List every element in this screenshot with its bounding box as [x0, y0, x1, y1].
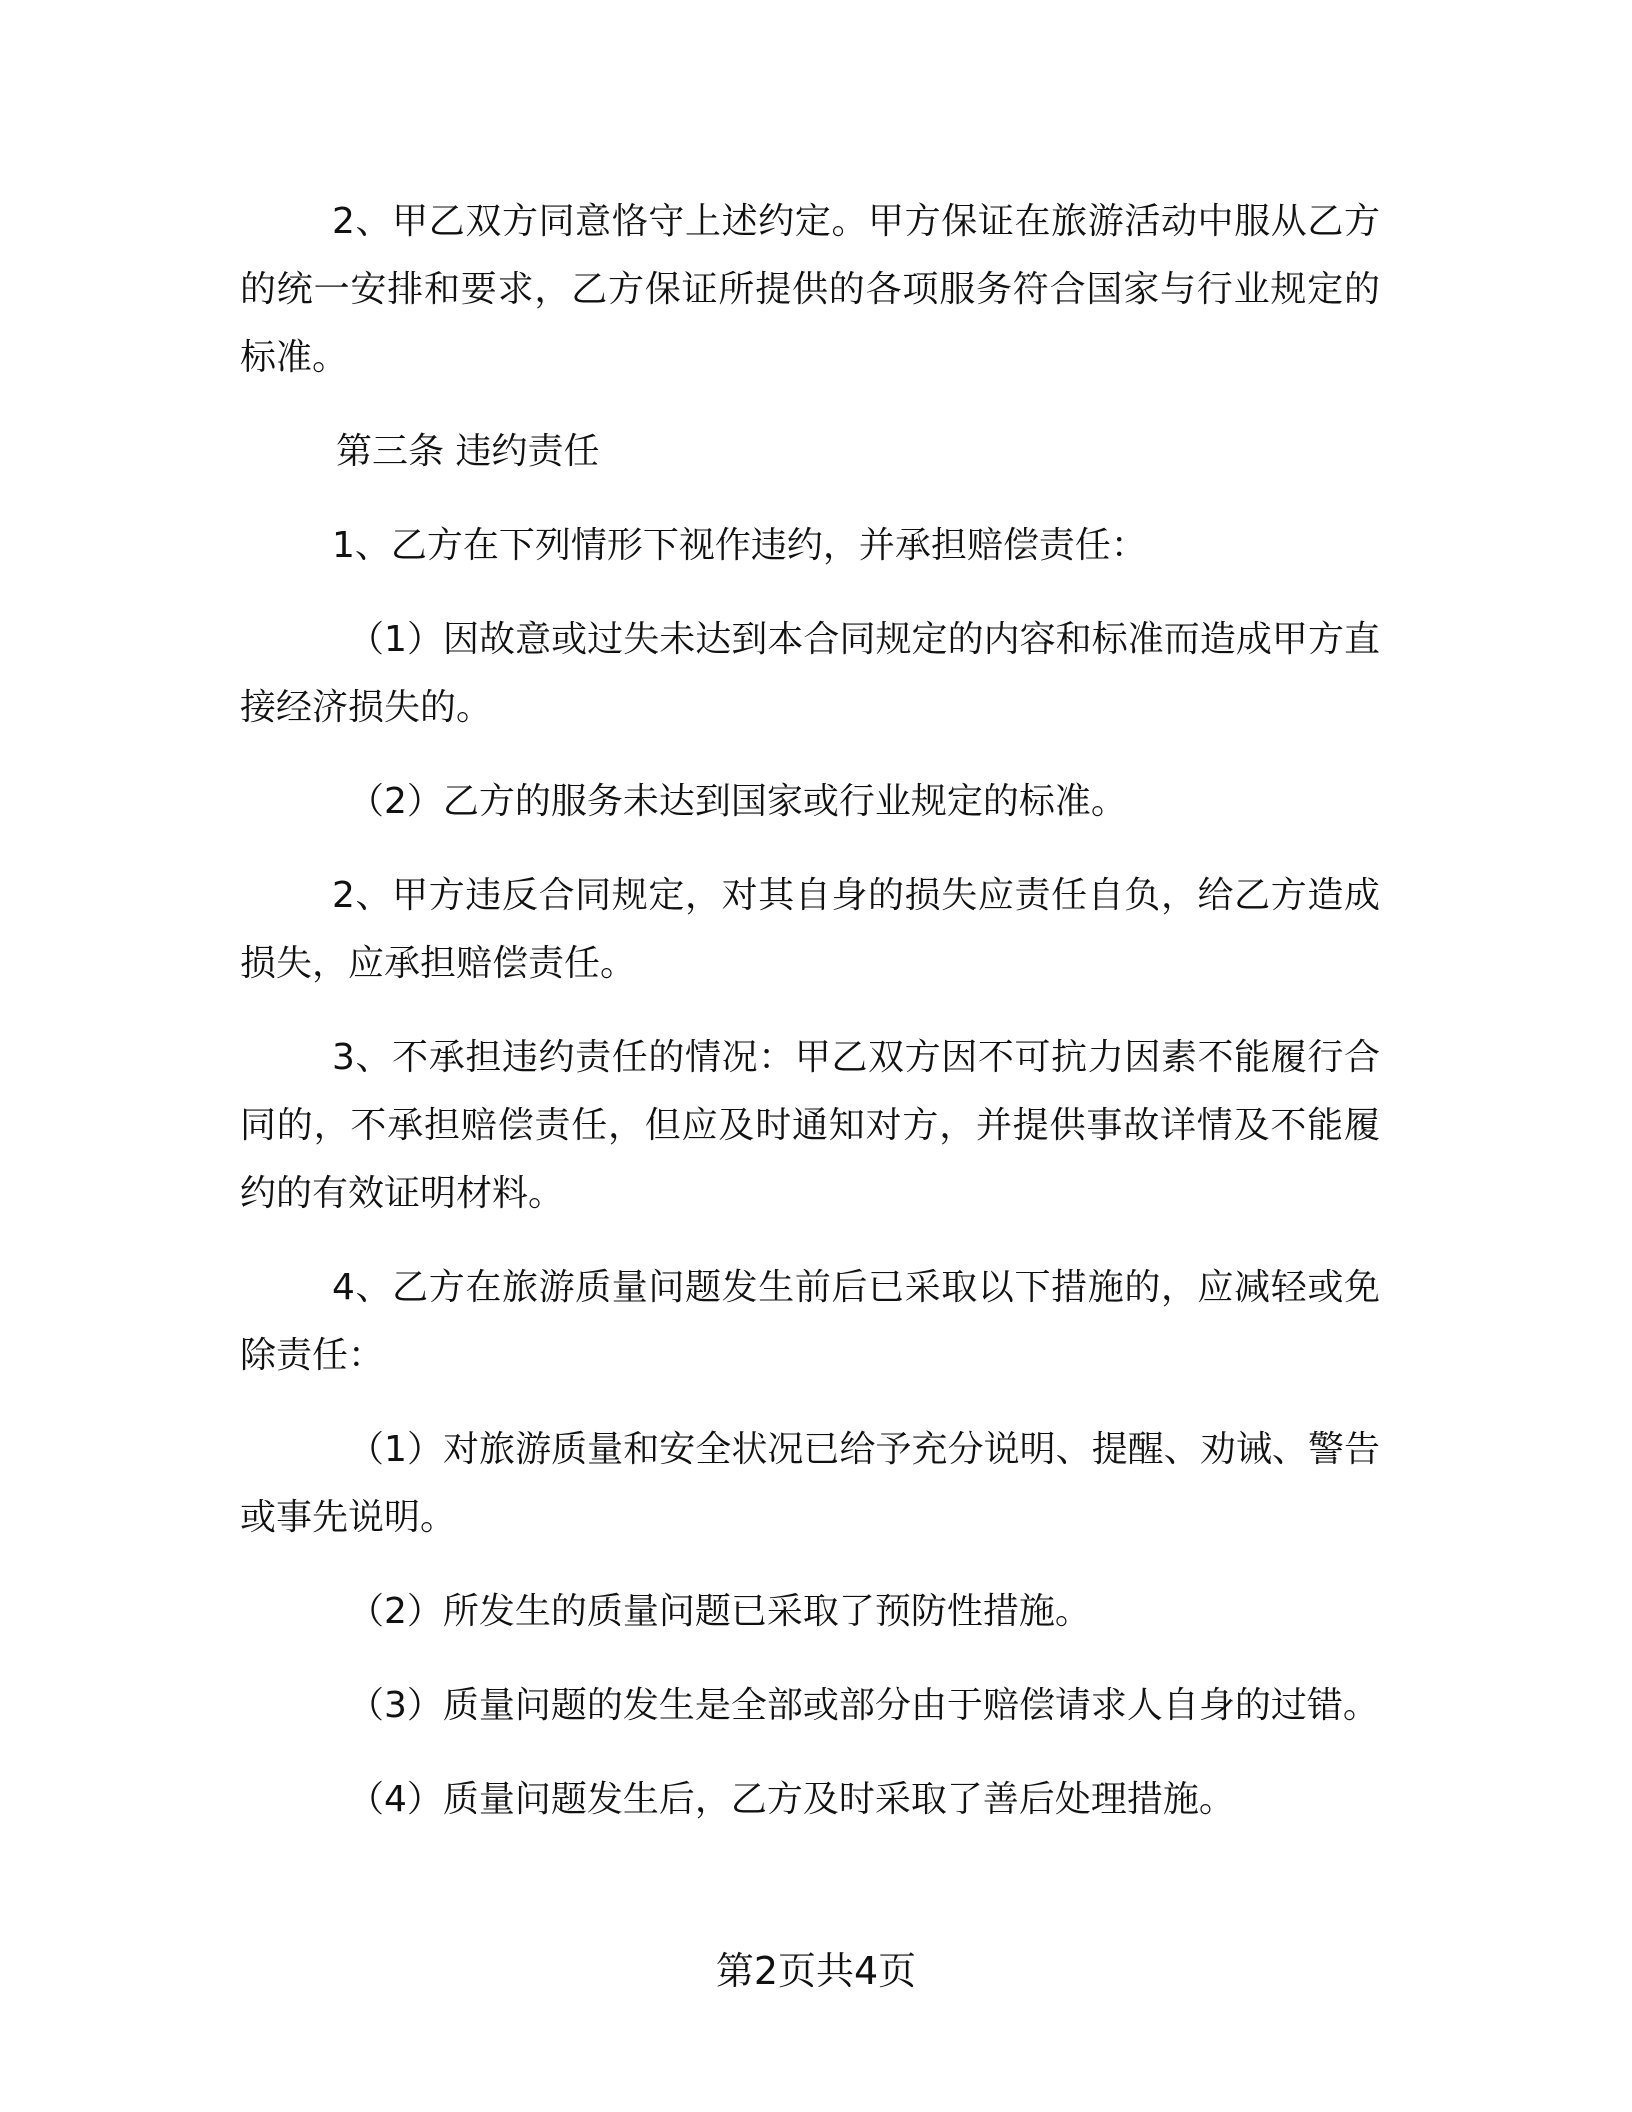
paragraph-breach-item-1: 1、乙方在下列情形下视作违约，并承担赔偿责任： [332, 525, 1147, 566]
page-number-footer: 第2页共4页 [715, 1949, 917, 1993]
paragraph-mitigation-subitem-2: （2）所发生的质量问题已采取了预防性措施。 [348, 1591, 1091, 1632]
paragraph-breach-subitem-2: （2）乙方的服务未达到国家或行业规定的标准。 [348, 781, 1127, 822]
paragraph-mitigation-subitem-3: （3）质量问题的发生是全部或部分由于赔偿请求人自身的过错。 [348, 1685, 1379, 1726]
paragraph-mitigation-subitem-1: （1）对旅游质量和安全状况已给予充分说明、提醒、劝诫、警告或事先说明。 [240, 1429, 1380, 1538]
paragraph-clause-2-obligations: 2、甲乙双方同意恪守上述约定。甲方保证在旅游活动中服从乙方的统一安排和要求，乙方保证所提供的各项服务符合国家与行业规定的标准。 [240, 201, 1380, 378]
document-body [240, 188, 1380, 1860]
paragraph-breach-item-2: 2、甲方违反合同规定，对其自身的损失应责任自负，给乙方造成损失，应承担赔偿责任。 [240, 875, 1380, 984]
section-heading-article-3: 第三条 违约责任 [336, 431, 600, 472]
paragraph-mitigation-subitem-4: （4）质量问题发生后，乙方及时采取了善后处理措施。 [348, 1779, 1235, 1820]
paragraph-breach-item-3: 3、不承担违约责任的情况：甲乙双方因不可抗力因素不能履行合同的，不承担赔偿责任，但应及时通知对方，并提供事故详情及不能履约的有效证明材料。 [240, 1037, 1380, 1214]
paragraph-breach-item-4: 4、乙方在旅游质量问题发生前后已采取以下措施的，应减轻或免除责任： [240, 1267, 1380, 1376]
paragraph-breach-subitem-1: （1）因故意或过失未达到本合同规定的内容和标准而造成甲方直接经济损失的。 [240, 619, 1380, 728]
